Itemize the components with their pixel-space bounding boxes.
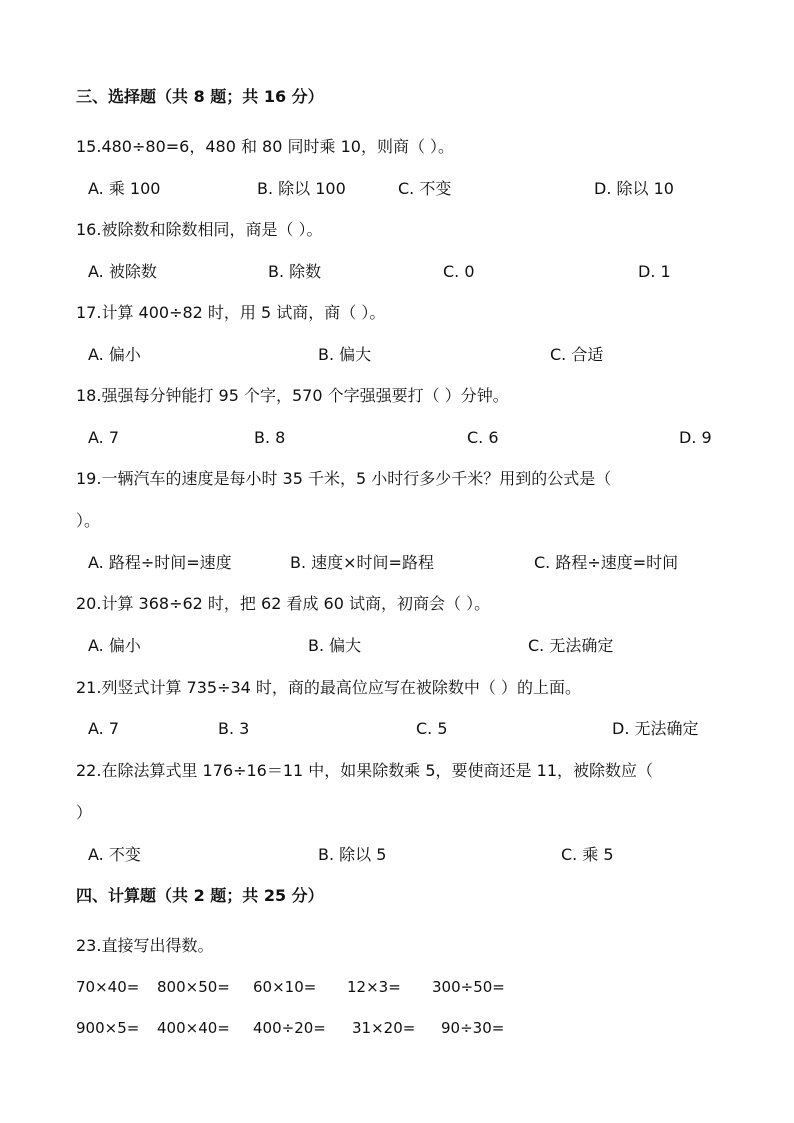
question-20-text: 20.计算 368÷62 时，把 62 看成 60 试商，初商会（ ）。 xyxy=(76,594,491,613)
question-20-option-c: C. 无法确定 xyxy=(528,636,614,655)
question-21-option-a: A. 7 xyxy=(88,719,120,738)
question-22-option-b: B. 除以 5 xyxy=(318,845,387,864)
calc-item-1-5: 300÷50= xyxy=(432,978,505,996)
question-22-text-line2: ） xyxy=(76,803,93,822)
question-17-text: 17.计算 400÷82 时，用 5 试商，商（ ）。 xyxy=(76,303,386,322)
question-19-option-c: C. 路程÷速度=时间 xyxy=(534,553,679,572)
question-21-text: 21.列竖式计算 735÷34 时，商的最高位应写在被除数中（ ）的上面。 xyxy=(76,678,582,697)
question-15-option-a: A. 乘 100 xyxy=(88,179,161,198)
question-21-option-b: B. 3 xyxy=(218,719,250,738)
question-22-text-line1: 22.在除法算式里 176÷16＝11 中，如果除数乘 5，要使商还是 11，被除数应（ xyxy=(76,761,653,780)
calc-item-1-3: 60×10= xyxy=(253,978,317,996)
question-15-text: 15.480÷80=6，480 和 80 同时乘 10，则商（ ）。 xyxy=(76,137,455,156)
question-20-option-b: B. 偏大 xyxy=(308,636,362,655)
question-23-text: 23.直接写出得数。 xyxy=(76,936,214,955)
question-16-text: 16.被除数和除数相同，商是（ ）。 xyxy=(76,220,323,239)
question-18-text: 18.强强每分钟能打 95 个字，570 个字强强要打（ ）分钟。 xyxy=(76,386,509,405)
question-19-text-line1: 19.一辆汽车的速度是每小时 35 千米，5 小时行多少千米？用到的公式是（ xyxy=(76,469,612,488)
question-17-option-c: C. 合适 xyxy=(550,345,604,364)
question-19-text-line2: ）。 xyxy=(76,511,101,530)
section-heading-choice: 三、选择题（共 8 题；共 16 分） xyxy=(76,87,324,106)
calc-item-2-3: 400÷20= xyxy=(253,1019,326,1037)
question-21-option-d: D. 无法确定 xyxy=(612,719,699,738)
question-16-option-d: D. 1 xyxy=(638,262,671,281)
question-16-option-b: B. 除数 xyxy=(268,262,322,281)
question-22-option-a: A. 不变 xyxy=(88,845,141,864)
question-15-option-c: C. 不变 xyxy=(398,179,452,198)
calc-item-2-4: 31×20= xyxy=(352,1019,416,1037)
question-16-option-c: C. 0 xyxy=(443,262,475,281)
question-19-option-b: B. 速度×时间=路程 xyxy=(290,553,434,572)
question-17-option-a: A. 偏小 xyxy=(88,345,141,364)
question-19-option-a: A. 路程÷时间=速度 xyxy=(88,553,232,572)
calc-item-1-1: 70×40= xyxy=(76,978,140,996)
question-15-option-b: B. 除以 100 xyxy=(257,179,346,198)
question-17-option-b: B. 偏大 xyxy=(318,345,372,364)
question-18-option-c: C. 6 xyxy=(467,428,499,447)
calc-item-1-4: 12×3= xyxy=(347,978,401,996)
question-15-option-d: D. 除以 10 xyxy=(594,179,674,198)
question-20-option-a: A. 偏小 xyxy=(88,636,141,655)
section-heading-calculation: 四、计算题（共 2 题；共 25 分） xyxy=(76,886,324,905)
question-21-option-c: C. 5 xyxy=(416,719,448,738)
question-18-option-b: B. 8 xyxy=(254,428,286,447)
calc-item-2-5: 90÷30= xyxy=(441,1019,505,1037)
calc-item-2-1: 900×5= xyxy=(76,1019,140,1037)
question-16-option-a: A. 被除数 xyxy=(88,262,157,281)
calc-item-1-2: 800×50= xyxy=(157,978,230,996)
question-22-option-c: C. 乘 5 xyxy=(561,845,614,864)
question-18-option-d: D. 9 xyxy=(679,428,712,447)
calc-item-2-2: 400×40= xyxy=(157,1019,230,1037)
question-18-option-a: A. 7 xyxy=(88,428,120,447)
